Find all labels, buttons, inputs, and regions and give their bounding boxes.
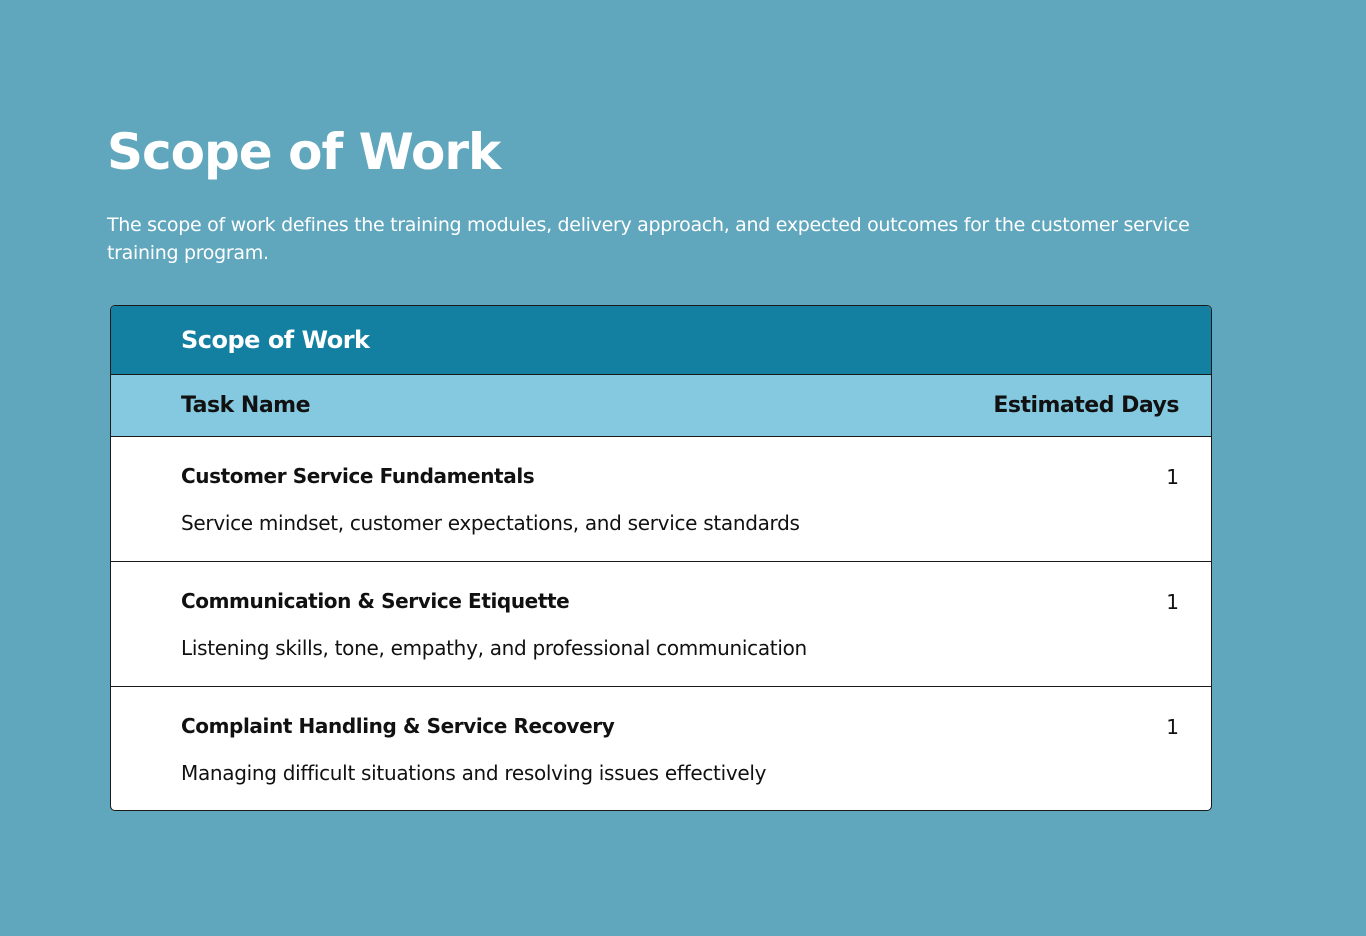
task-description: Service mindset, customer expectations, and service standards xyxy=(181,511,800,535)
table-row xyxy=(111,437,1211,562)
task-days: 1 xyxy=(1166,715,1179,739)
task-name: Complaint Handling & Service Recovery xyxy=(181,714,615,738)
page-title: Scope of Work xyxy=(107,123,501,181)
task-description: Managing difficult situations and resolving issues effectively xyxy=(181,761,767,785)
table-title: Scope of Work xyxy=(181,326,370,354)
table-row xyxy=(111,687,1211,811)
task-days: 1 xyxy=(1166,590,1179,614)
table-row xyxy=(111,562,1211,687)
column-header-row xyxy=(111,375,1211,437)
intro-paragraph: The scope of work defines the training modules, delivery approach, and expected outcomes for the customer service training program. xyxy=(107,214,1190,264)
table-title-bar xyxy=(111,306,1211,375)
task-days: 1 xyxy=(1166,465,1179,489)
task-name: Customer Service Fundamentals xyxy=(181,464,535,488)
task-description: Listening skills, tone, empathy, and professional communication xyxy=(181,636,807,660)
column-header-task: Task Name xyxy=(181,393,311,418)
scope-table xyxy=(110,305,1212,811)
column-header-days: Estimated Days xyxy=(993,393,1179,418)
task-name: Communication & Service Etiquette xyxy=(181,589,570,613)
